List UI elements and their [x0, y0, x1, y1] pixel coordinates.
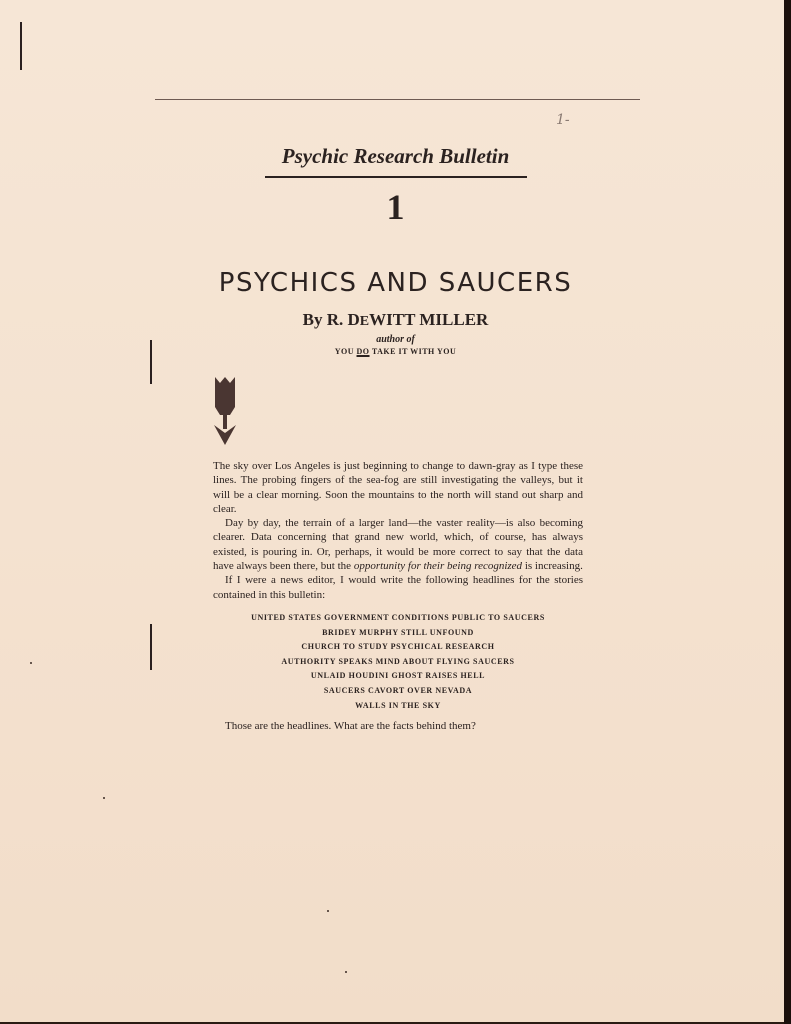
paper-speck	[30, 662, 32, 664]
handwritten-scribble: 1-	[556, 112, 570, 128]
book-title	[0, 347, 784, 356]
margin-mark-top	[20, 22, 22, 70]
paragraph-3: If I were a news editor, I would write the following headlines for the stories contained in this bulletin:	[213, 574, 583, 601]
byline-name-smallcaps: E	[359, 314, 370, 329]
book-title-post: TAKE IT WITH YOU	[369, 347, 457, 356]
headline-list	[213, 611, 583, 713]
article-body	[213, 459, 583, 733]
headline-item: BRIDEY MURPHY STILL UNFOUND	[322, 627, 474, 637]
paper-speck	[345, 971, 347, 973]
headline-item: CHURCH TO STUDY PSYCHICAL RESEARCH	[301, 642, 495, 652]
byline-name-end: WITT MILLER	[369, 310, 489, 329]
headline-item: AUTHORITY SPEAKS MIND ABOUT FLYING SAUCERS	[281, 656, 515, 666]
book-title-pre: YOU	[334, 347, 357, 356]
paragraph-2-text: Day by day, the terrain of a larger land—the vaster reality—is also becoming clearer. Data concerning that grand new world, which, of course, has always existed, is pouring in. Or, perhaps, it would be more correct to say that the data have always been there, but the	[213, 517, 583, 573]
byline-name-initial: D	[347, 310, 360, 329]
book-title-underlined: DO	[356, 347, 370, 356]
closing-paragraph: Those are the headlines. What are the facts behind them?	[225, 720, 476, 733]
page-edge-shadow	[784, 0, 791, 1024]
headline-item: UNITED STATES GOVERNMENT CONDITIONS PUBLIC TO SAUCERS	[251, 612, 545, 622]
headline-item: SAUCERS CAVORT OVER NEVADA	[323, 685, 473, 695]
headline-item: WALLS IN THE SKY	[355, 700, 441, 710]
paragraph-2	[213, 516, 583, 573]
paper-speck	[327, 910, 329, 912]
byline	[0, 310, 784, 330]
paper-speck	[103, 797, 105, 799]
paragraph-2-end: is increasing.	[522, 560, 583, 573]
down-arrow-ornament-icon	[210, 373, 240, 447]
title-underline	[265, 176, 527, 178]
bulletin-title: Psychic Research Bulletin	[281, 144, 510, 168]
top-rule	[155, 99, 640, 100]
headline-item: UNLAID HOUDINI GHOST RAISES HELL	[310, 671, 486, 681]
byline-prefix: By R.	[302, 310, 348, 329]
author-of-label: author of	[376, 334, 415, 345]
issue-number: 1	[386, 187, 405, 227]
paragraph-1: The sky over Los Angeles is just beginning to change to dawn-gray as I type these lines. The probing fingers of the sea-fog are still investigating the valleys, but it will be a clear morning. Soon the mountains to the north will stand out sharp and clear.	[213, 460, 583, 515]
article-headline: PSYCHICS AND SAUCERS	[218, 268, 573, 298]
paragraph-2-italic: opportunity for their being recognized	[353, 560, 523, 573]
margin-mark-bottom	[150, 624, 152, 670]
